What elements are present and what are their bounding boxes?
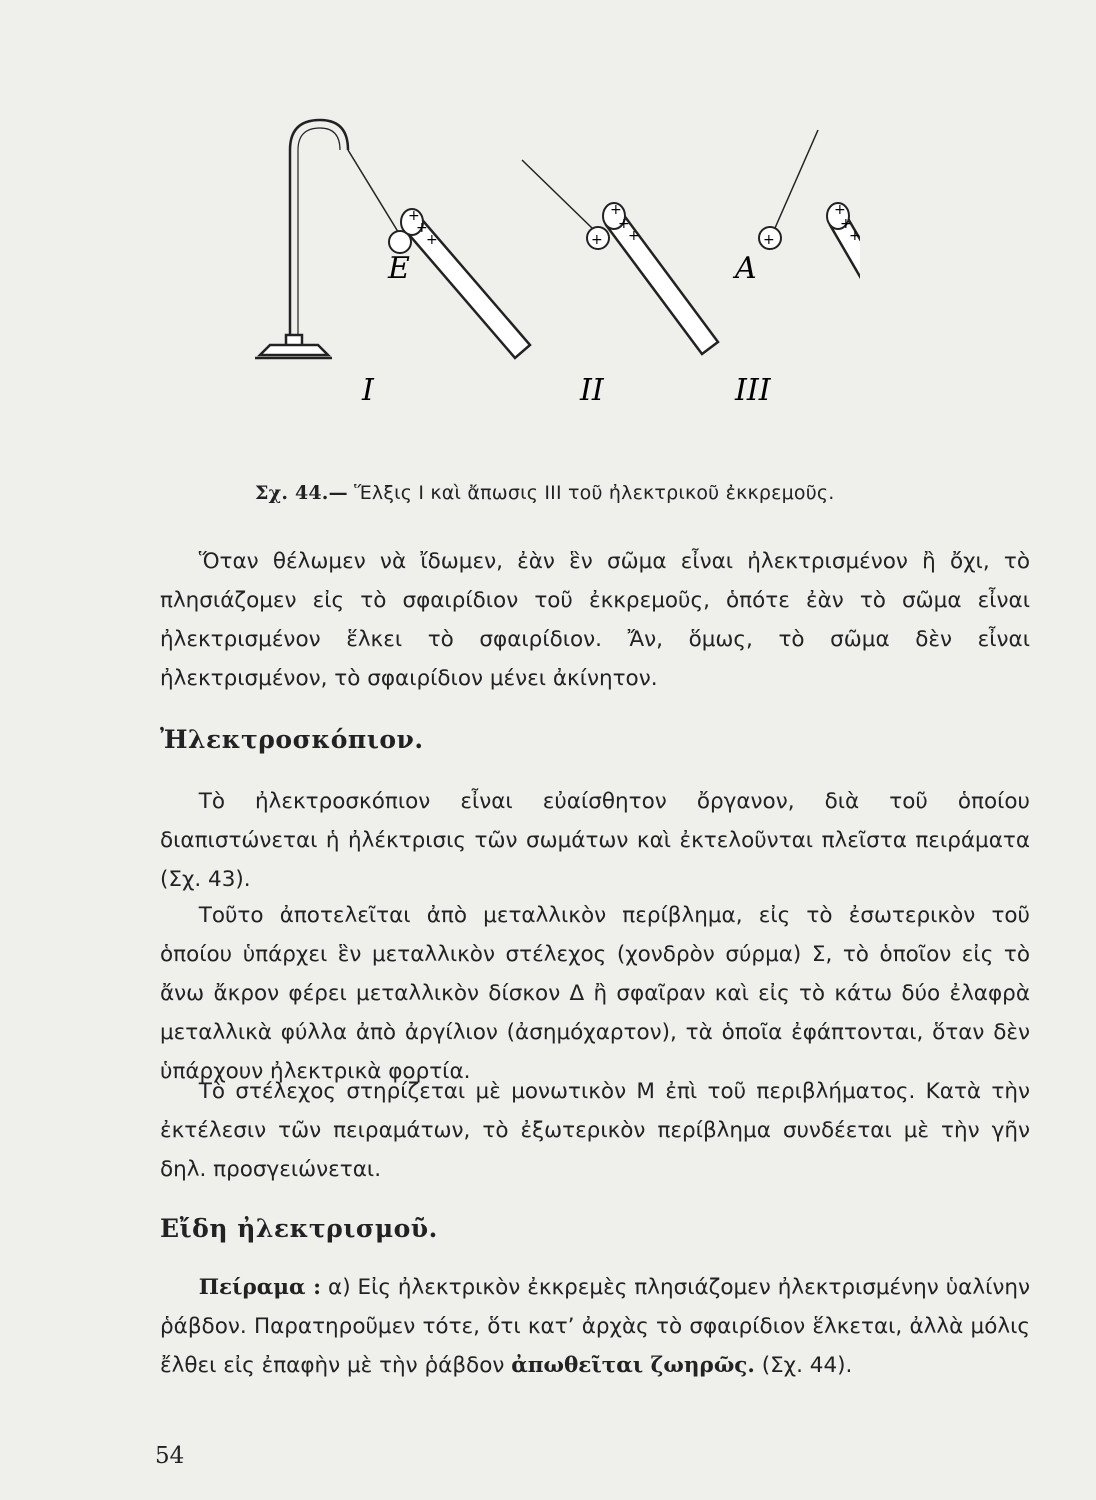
svg-text:+: +: [628, 228, 640, 244]
figure-caption: [255, 482, 975, 504]
plus-sign: +: [408, 208, 420, 224]
caption-text: Ἕλξις I καὶ ἄπωσις III τοῦ ἠλεκτρικοῦ ἐκκρεμοῦς.: [354, 482, 835, 504]
svg-text:+: +: [834, 202, 846, 218]
svg-text:+: +: [763, 232, 775, 248]
letter-a-label: A: [735, 251, 757, 286]
paragraph-electroscope-definition: Τὸ ἠλεκτροσκόπιον εἶναι εὐαίσθητον ὄργανον, διὰ τοῦ ὁποίου διαπιστώνεται ἡ ἠλέκτρισις τῶν σωμάτων καὶ ἐκτελοῦνται πλεῖστα πειράματα (Σχ. 43).: [160, 789, 1030, 892]
figure-label-1: I: [362, 373, 374, 408]
svg-text:+: +: [849, 228, 860, 244]
letter-e-label: E: [388, 251, 410, 286]
paragraph-experiment: [160, 1268, 1030, 1385]
experiment-emphasis: ἀπωθεῖται ζωηρῶς.: [511, 1353, 755, 1378]
electric-pendulum-figure: [240, 110, 860, 420]
svg-text:+: +: [618, 216, 630, 232]
pendulum-diagram: [240, 110, 860, 420]
experiment-label: Πείραμα :: [198, 1275, 322, 1300]
figure-label-3: III: [735, 373, 771, 408]
heading-types-of-electricity: Εἴδη ἠλεκτρισμοῦ.: [160, 1214, 438, 1243]
plus-sign: +: [426, 232, 438, 248]
experiment-text: α) Εἰς ἠλεκτρικὸν ἐκκρεμὲς πλησιάζομεν ἠλεκτρισμένην ὑαλίνην ῥάβδον. Παρατηροῦμεν τότε, ὅτι κατ’ ἀρχὰς τὸ σφαιρίδιον ἕλκεται, ἀλλὰ μόλις ἔλθει εἰς ἐπαφὴν μὲ τὴν ῥάβδον: [160, 1275, 1030, 1378]
svg-text:+: +: [591, 232, 603, 248]
heading-electroscope: Ἠλεκτροσκόπιον.: [160, 725, 424, 754]
experiment-ref: (Σχ. 44).: [754, 1353, 853, 1378]
figure-label-2: II: [580, 373, 604, 408]
paragraph-electroscope-structure: Τοῦτο ἀποτελεῖται ἀπὸ μεταλλικὸν περίβλημα, εἰς τὸ ἐσωτερικὸν τοῦ ὁποίου ὑπάρχει ἓν μεταλλικὸν στέλεχος (χονδρὸν σύρμα) Σ, τὸ ὁποῖον εἰς τὸ ἄνω ἄκρον φέρει μεταλλικὸν δίσκον Δ ἢ σφαῖραν καὶ εἰς τὸ κάτω δύο ἐλαφρὰ μεταλλικὰ φύλλα ἀπὸ ἀργίλιον (ἀσημόχαρτον), τὰ ὁποῖα ἐφάπτονται, ὅταν δὲν ὑπάρχουν ἠλεκτρικὰ φορτία.: [160, 903, 1030, 1084]
paragraph-pendulum-use: Ὅταν θέλωμεν νὰ ἴδωμεν, ἐὰν ἓν σῶμα εἶναι ἠλεκτρισμένον ἢ ὄχι, τὸ πλησιάζομεν εἰς τὸ σφαιρίδιον τοῦ ἐκκρεμοῦς, ὁπότε ἐὰν τὸ σῶμα εἶναι ἠλεκτρισμένον ἕλκει τὸ σφαιρίδιον. Ἄν, ὅμως, τὸ σῶμα δὲν εἶναι ἠλεκτρισμένον, τὸ σφαιρίδιον μένει ἀκίνητον.: [160, 549, 1030, 691]
glass-rod-3: [827, 202, 860, 354]
svg-text:+: +: [610, 202, 622, 218]
plus-sign: +: [416, 220, 428, 236]
paragraph-electroscope-grounding: Τὸ στέλεχος στηρίζεται μὲ μονωτικὸν Μ ἐπὶ τοῦ περιβλήματος. Κατὰ τὴν ἐκτέλεσιν τῶν πειραμάτων, τὸ ἐξωτερικὸν περίβλημα συνδέεται μὲ τὴν γῆν δηλ. προσγειώνεται.: [160, 1079, 1030, 1182]
glass-rod-2: [603, 202, 718, 354]
glass-rod-1: [401, 208, 530, 358]
caption-number: Σχ. 44.—: [255, 482, 348, 504]
page-number: 54: [155, 1443, 185, 1469]
pendulum-stand: [255, 120, 348, 358]
svg-text:+: +: [840, 216, 852, 232]
